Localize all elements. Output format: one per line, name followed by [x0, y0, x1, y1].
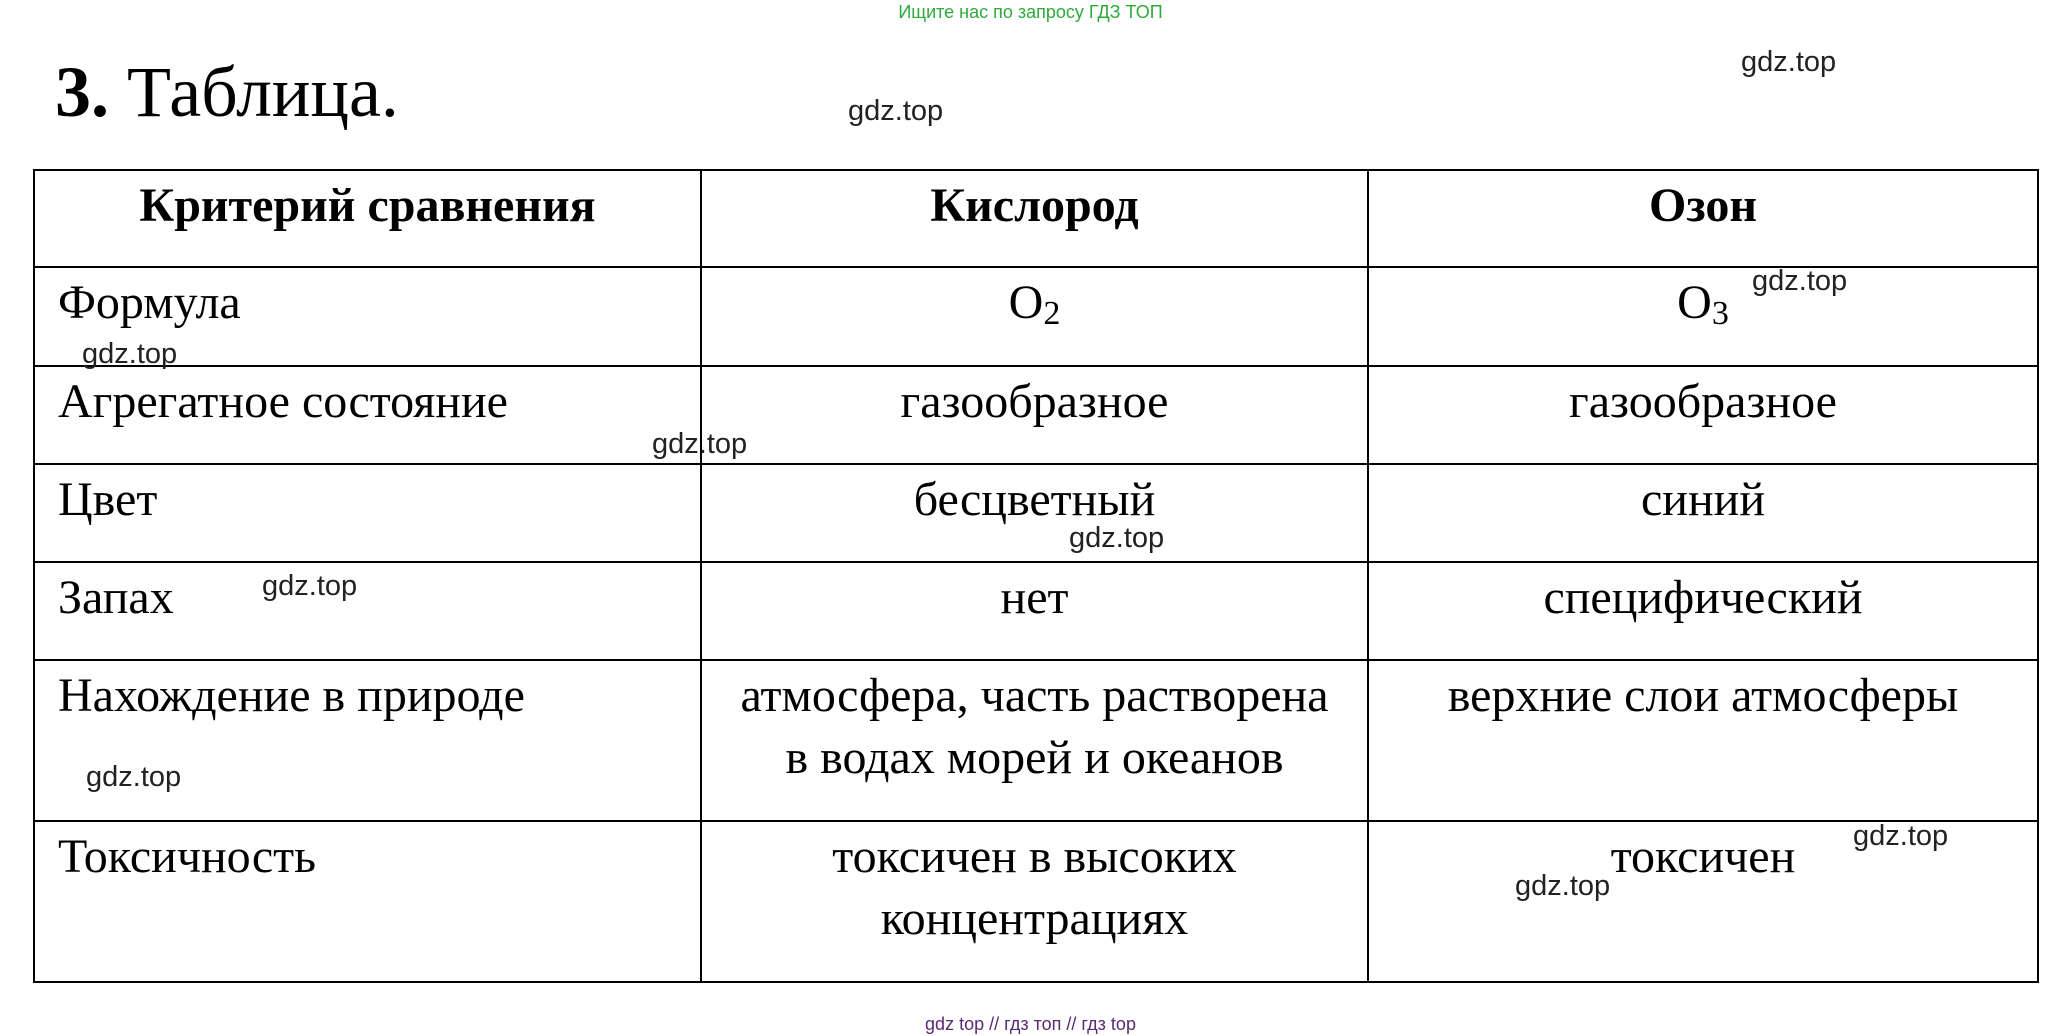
- watermark: gdz.top: [262, 570, 358, 602]
- table-row: [34, 821, 2038, 982]
- watermark: gdz.top: [86, 761, 182, 793]
- table-row: [34, 267, 2038, 366]
- cell-line: в водах морей и океанов: [785, 731, 1284, 784]
- ozone-cell: специфический: [1368, 562, 2038, 660]
- watermark: gdz.top: [652, 428, 748, 460]
- table-row: [34, 366, 2038, 464]
- criterion-cell: Агрегатное состояние: [34, 366, 701, 464]
- formula-subscript: 2: [1043, 295, 1061, 332]
- watermark: gdz.top: [1853, 820, 1949, 852]
- table-row: [34, 660, 2038, 821]
- watermark: gdz.top: [848, 95, 944, 127]
- oxygen-cell: [701, 821, 1368, 982]
- watermark: gdz.top: [82, 338, 178, 370]
- cell-line: атмосфера, часть растворена: [740, 669, 1329, 722]
- ozone-cell: [1368, 267, 2038, 366]
- criterion-cell: Токсичность: [34, 821, 701, 982]
- watermark: gdz.top: [1069, 522, 1165, 554]
- table-header-row: [34, 170, 2038, 267]
- oxygen-cell: бесцветный: [701, 464, 1368, 562]
- formula-symbol: O: [1008, 276, 1044, 329]
- criterion-cell: Формула: [34, 267, 701, 366]
- criterion-cell: Запах: [34, 562, 701, 660]
- watermark: gdz.top: [1515, 870, 1611, 902]
- oxygen-cell: нет: [701, 562, 1368, 660]
- page-title: [55, 50, 399, 134]
- column-header-oxygen: Кислород: [701, 170, 1368, 267]
- formula-subscript: 3: [1711, 295, 1729, 332]
- criterion-cell: Нахождение в природе: [34, 660, 701, 821]
- cell-line: концентрациях: [880, 892, 1189, 945]
- ozone-cell: синий: [1368, 464, 2038, 562]
- column-header-criterion: Критерий сравнения: [34, 170, 701, 267]
- watermark: gdz.top: [1752, 265, 1848, 297]
- footer-note: gdz top // гдз топ // гдз top: [925, 1014, 1136, 1034]
- ozone-cell: токсичен: [1368, 821, 2038, 982]
- cell-line: токсичен в высоких: [832, 830, 1237, 883]
- table-row: [34, 464, 2038, 562]
- task-number: 3.: [55, 52, 109, 132]
- oxygen-cell: [701, 267, 1368, 366]
- ozone-cell: верхние слои атмосферы: [1368, 660, 2038, 821]
- criterion-cell: Цвет: [34, 464, 701, 562]
- column-header-ozone: Озон: [1368, 170, 2038, 267]
- top-note: Ищите нас по запросу ГДЗ ТОП: [898, 2, 1163, 22]
- watermark: gdz.top: [1741, 46, 1837, 78]
- oxygen-cell: газообразное: [701, 366, 1368, 464]
- oxygen-cell: [701, 660, 1368, 821]
- formula-symbol: O: [1677, 276, 1712, 329]
- task-title: Таблица.: [127, 52, 399, 132]
- ozone-cell: газообразное: [1368, 366, 2038, 464]
